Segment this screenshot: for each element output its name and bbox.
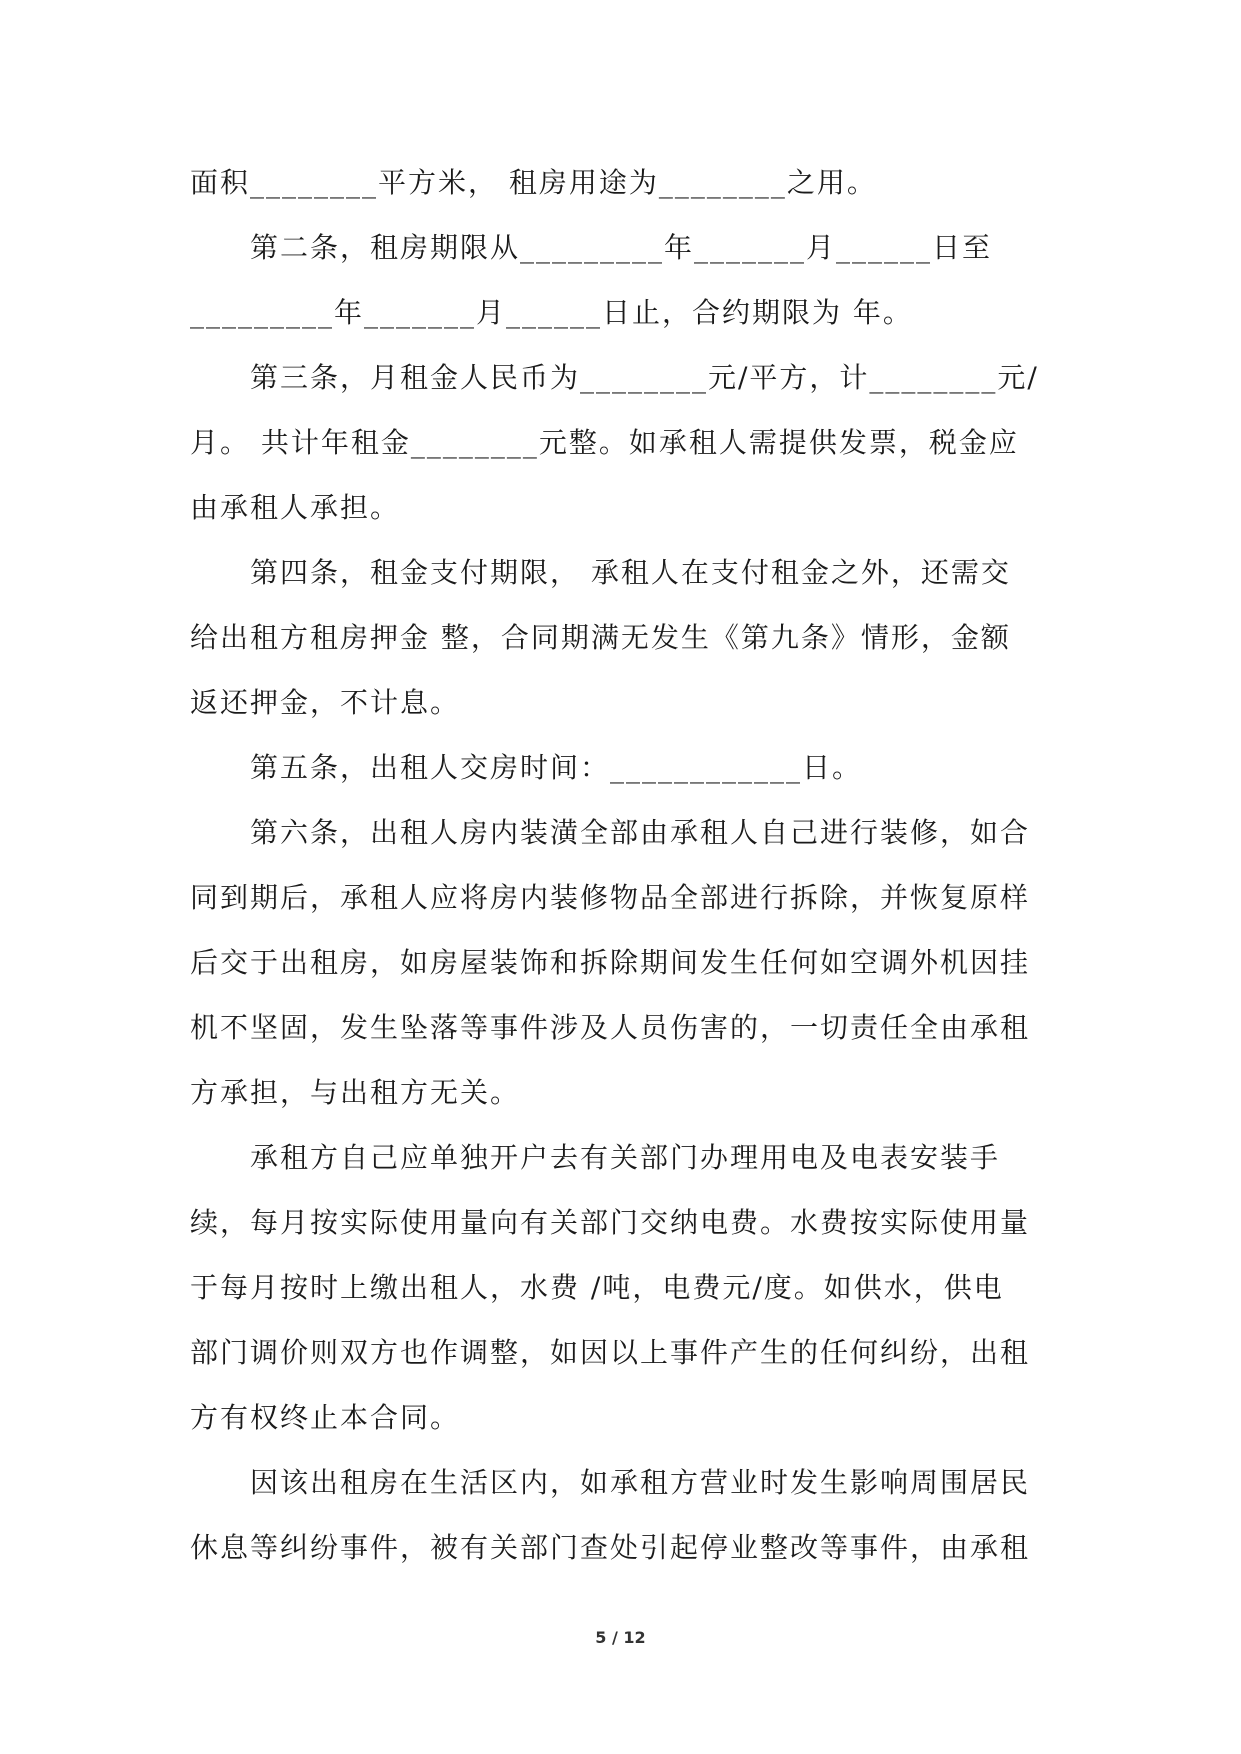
text-line: 返还押金，不计息。 bbox=[190, 686, 461, 719]
text-line: 因该出租房在生活区内，如承租方营业时发生影响周围居民 bbox=[250, 1466, 1031, 1499]
text-line: 休息等纠纷事件，被有关部门查处引起停业整改等事件，由承租 bbox=[190, 1531, 1031, 1564]
text-line: 面积________平方米， 租房用途为________之用。 bbox=[190, 166, 877, 199]
text-line: 方有权终止本合同。 bbox=[190, 1401, 461, 1434]
text-line: 第六条，出租人房内装潢全部由承租人自己进行装修，如合 bbox=[250, 816, 1031, 849]
text-line: 后交于出租房，如房屋装饰和拆除期间发生任何如空调外机因挂 bbox=[190, 946, 1031, 979]
text-line: 机不坚固，发生坠落等事件涉及人员伤害的，一切责任全由承租 bbox=[190, 1011, 1031, 1044]
document-body bbox=[190, 150, 1052, 1580]
text-line: 第四条，租金支付期限， 承租人在支付租金之外，还需交 bbox=[250, 556, 1011, 589]
text-line: _________年_______月______日止，合约期限为 年。 bbox=[190, 296, 913, 329]
text-line: 续，每月按实际使用量向有关部门交纳电费。水费按实际使用量 bbox=[190, 1206, 1031, 1239]
text-line: 于每月按时上缴出租人，水费 /吨，电费元/度。如供水，供电 bbox=[190, 1271, 1004, 1304]
text-line: 第五条，出租人交房时间：____________日。 bbox=[250, 751, 863, 784]
text-line: 第三条，月租金人民币为________元/平方，计________元/ bbox=[250, 361, 1039, 394]
text-line: 第二条，租房期限从_________年_______月______日至 bbox=[250, 231, 993, 264]
text-line: 给出租方租房押金 整，合同期满无发生《第九条》情形，金额 bbox=[190, 621, 1011, 654]
text-line: 方承担，与出租方无关。 bbox=[190, 1076, 521, 1109]
text-line: 承租方自己应单独开户去有关部门办理用电及电表安装手 bbox=[250, 1141, 1001, 1174]
text-line: 由承租人承担。 bbox=[190, 491, 401, 524]
text-line: 同到期后，承租人应将房内装修物品全部进行拆除，并恢复原样 bbox=[190, 881, 1031, 914]
text-line: 部门调价则双方也作调整，如因以上事件产生的任何纠纷，出租 bbox=[190, 1336, 1031, 1369]
text-line: 月。 共计年租金________元整。如承租人需提供发票，税金应 bbox=[190, 426, 1019, 459]
page-number: 5 / 12 bbox=[595, 1628, 646, 1647]
